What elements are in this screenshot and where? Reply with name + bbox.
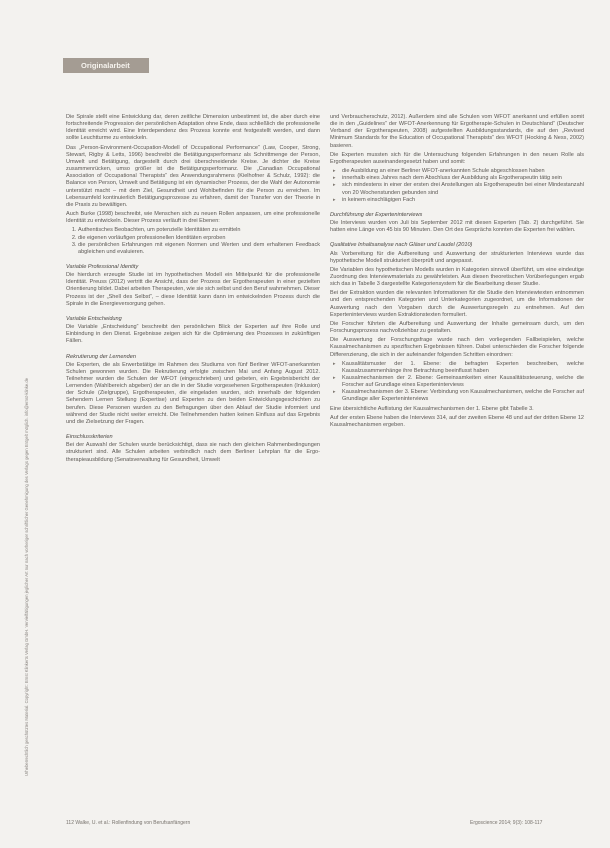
criteria-bullet-list: [330, 168, 584, 204]
list-item: ▸ Kausalmechanismen der 2. Ebene: Gemeinsamkeiten einer Kausalitätssteuerung, welche die Forscher auf Grundlage eines Experteninterviews: [342, 375, 584, 389]
list-item: ▸ in keinem einschlägigen Fach: [342, 197, 584, 204]
section-paragraph: Die Interviews wurden von Juli bis September 2012 mit diesen Experten (Tab. 2) durchgeführt. Sie hatten eine Länge von 45 bis 90 Minuten. Den Ort des Gesprächs konnten die Experten frei wählen.: [330, 220, 584, 234]
section-paragraph: Als Vorbereitung für die Aufbereitung und Auswertung der strukturierten Interviews wurde das hypothetische Modell strukturiert überprüft und angepasst.: [330, 250, 584, 264]
copyright-margin-note: Urheberrechtlich geschütztes Material. Copyright: Ernst Klinkerts Verlag GmbH. Vervielfältigungen jeglicher Art nur nach vorheriger schriftlicher Genehmigung des Verlags gegen Entgelt möglich. info@ernst-klinke.de: [24, 377, 29, 776]
list-item: 2. die eigenen vorläufigen professionellen Identitäten erproben: [78, 235, 320, 242]
section-paragraph: Bei der Extraktion wurden die relevanten Informationen für die Studie den Interviewtexten entnommen und den entsprechenden Kategorien und Unterkategorien zugeordnet, um die Informationen der Auswertung nach den Vorgaben durch die Auswertungsregeln zu entnehmen. Auf den Experteninterviews wurden Extraktionstexten formuliert.: [330, 290, 584, 318]
right-column: [330, 114, 584, 431]
section-heading: Variable Entscheidung: [66, 315, 122, 322]
section-paragraph: Die Variable „Entscheidung“ beschreibt den persönlichen Blick der Experten auf ihre Rolle und Einbindung in den Dienst. Ergebnisse zeigen sich für die Optimierung des Prozesses in zukünftigen Fällen.: [66, 324, 320, 345]
left-intro-paragraph-1: Die Spirale stellt eine Entwicklung dar, deren zeitliche Dimension unbestimmt ist, die aber durch eine fortschreitende Progression der persönlichen Adaptation ohne Ende, dass schließlich die professionelle Identität erreicht wird. Eine Interdependenz des Prozess konnte erst festgestellt werden, und dann sollte Leuchtturme zu entwickeln.: [66, 114, 320, 142]
footer-left: 112 Walke, U. et al.: Rollenfindung von Berufsanfängern: [66, 820, 191, 826]
section-paragraph: Die hierdurch erzeugte Studie ist im hypothetischen Modell ein Mittelpunkt für die professionelle Identität. Preuss (2012) vertritt die Ansicht, dass der Prozess der Ergotherapeuten in einer gezielten Orientierung bildet. Dabei arbeiten Therapeuten, wie sie sich selbst und den Beruf wahrnehmen. Dieser Prozess ist der „Shell des Selbst“, – diese Identität kann dann im entwickelnden Prozess durch die Spirale in die Energieversorgung gehen.: [66, 272, 320, 307]
section-heading: Durchführung der Experteninterviews: [330, 211, 423, 218]
left-column: [66, 114, 320, 466]
section-heading: Einschlusskriterien: [66, 434, 113, 441]
list-item: ▸ sich mindestens in einer der ersten drei Anstellungen als Ergotherapeutin bei einer Mindestanzahl von 20 Wochenstunden gebunden sind: [342, 182, 584, 196]
ordered-list: [66, 227, 320, 256]
right-intro-paragraph-1: und Verbraucherschutz, 2012). Außerdem sind alle Schulen vom WFOT anerkannt und erfüllen somit die in den „Guidelines“ der WFOT-Anerkennung für Ergotherapie-Schulen in Deutschland“ (Deutscher Verband der Ergotherapeuten, 2008) aufgestellten Ausbildungsstandards, die auf den „Revised Minimum Standards for the Education of Occupational Therapists“ des WFOT (Hocking & Ness, 2002) basieren.: [330, 114, 584, 149]
section-paragraph: Die Variablen des hypothetischen Modells wurden in Kategorien sinnvoll überführt, um eine eindeutige Zuordnung des Interviewmaterials zu gewährleisten. Aus diesen theoretischen Vorüberlegungen ergab sich das in Tabelle 3 dargestellte Kategoriensystem für die Bearbeitung dieser Studie.: [330, 266, 584, 288]
list-item: ▸ innerhalb eines Jahres nach dem Abschluss der Ausbildung als Ergotherapeutin tätig sein: [342, 175, 584, 182]
section-paragraph: Die Forscher führten die Aufbereitung und Auswertung der Inhalte gemeinsam durch, um den Forschungsprozess nachvollziehbar zu gestalten.: [330, 320, 584, 335]
section-heading: Variable Professional Identity: [66, 263, 139, 270]
list-item: ▸ Kausalmechanismen der 3. Ebene: Verbindung von Kausalmechanismen, welche die Forscher auf Grundlage aller Experteninterviews: [342, 389, 584, 403]
right-intro-paragraph-2: Die Experten mussten sich für die Untersuchung folgenden Erfahrungen in den neuen Rolle als Ergotherapeuten auseinandergesetzt haben und somit:: [330, 151, 584, 165]
list-item: ▸ die Ausbildung an einer Berliner WFOT-anerkannten Schule abgeschlossen haben: [342, 168, 584, 175]
list-item: 3. die persönlichen Erfahrungen mit eigenen Normen und Werten und dem erhaltenen Feedback abgleichen und evaluieren.: [78, 242, 320, 256]
footer-right: Ergoscience 2014; 9(3): 108-117: [470, 820, 543, 826]
mechanism-bullet-list: [330, 361, 584, 404]
section-paragraph: Bei der Auswahl der Schulen wurde berücksichtigt, dass sie nach den gleichen Rahmenbedingungen strukturiert sind. Alle Schulen arbeiten verbindlich nach dem Berliner Lehrplan für die Ergotherapieausbildung (Senatsverwaltung für Gesundheit, Umwelt: [66, 442, 320, 463]
section-label: Originalarbeit: [63, 58, 149, 73]
closing-paragraph-1: Eine übersichtliche Auflistung der Kausalmechanismen der 1. Ebene gibt Tabelle 3.: [330, 405, 534, 412]
section-heading: Qualitative Inhaltsanalyse nach Gläser und Laudel (2010): [330, 242, 473, 249]
left-intro-paragraph-3: Auch Burke (1998) beschreibt, wie Menschen sich zu neuen Rollen anpassen, um eine professionelle Identität zu entwickeln. Dieser Prozess verläuft in drei Ebenen:: [66, 211, 320, 225]
section-paragraph: Die Experten, die als Erwerbstätige im Rahmen des Studiums von fünf Berliner WFOT-anerkannten Schulen gewonnen wurden. Die Rekrutierung erfolgte zwischen Mai und Anfang August 2012. Teilnehmer wurden die Schulen der WFOT (eingeschrieben) und gebeten, ein Ergebnisbericht der Lernenden (Wahlbereich abgeben) der an die in der Studie vorgesehenen Ergotherapeuten (Inklusion) der Schule (Zielgruppe), Ergotherapeuten, die eingeladen wurden, sich innerhalb der folgenden Sehendem Lernen Stellung (Expertise) und Experten zu den beiden Entwicklungsgeschichten zu berufen. Diese Personen wurden zu den Befragungen über den Ablauf der Studie informiert und während der Studie nicht weiter erreicht. Die Teilnehmenden hatten keinen Einfluss auf das Ergebnis und die Zielsetzung der Fragen.: [66, 361, 320, 425]
list-item: 1. Authentisches Beobachten, um potenzielle Identitäten zu ermitteln: [78, 227, 320, 234]
left-intro-paragraph-2: Das „Person-Environment-Occupation-Modell of Occupational Performance“ (Law, Cooper, Strong, Stewart, Rigby & Letts, 1996) beschreibt die Betätigungsperformanz als Schnittmenge der Person, Umwelt und Betätigung, dargestellt durch drei überschneidende Kreise. Je dichter die Kreise zusammenrücken, umso größer ist die Betätigungsperformanz. Die „Canadian Occupational Association of Occupational Therapists“ des Anwendungsrahmens (Kielhofner & Schulz, 1992): die Balance von Person, Umwelt und Betätigung ist ein dynamischer Prozess, der die Wahl der Autonomie unterstützt macht – mit dem Ziel, Gesundheit und Wohlbefinden für die Person zu erreichen. Im Lebensumfeld kontinuierlich Betätigungsprozesse zu erfahren, damit der Transfer von der Theorie in die Praxis zu bewältigen.: [66, 144, 320, 208]
list-item: ▸ Kausalitätsmuster der 1. Ebene: die befragten Experten beschreiben, welche Kausalzusammenhänge ihre Betrachtung beeinflusst haben: [342, 361, 584, 375]
section-paragraph: Die Auswertung der Forschungsfrage wurde nach den vorliegenden Fallbeispielen, welche Kausalmechanismen zu spezifischen Ergebnissen führen. Dabei unterschieden die Forscher folgende Differenzierung, die sich in der aufeinander folgenden Schritten einordnen:: [330, 337, 584, 358]
section-heading: Rekrutierung der Lernenden: [66, 353, 136, 360]
closing-paragraph-2: Auf der ersten Ebene haben die Interviews 314, auf der zweiten Ebene 48 und auf der dritten Ebene 12 Kausalmechanismen ergeben.: [330, 414, 584, 428]
